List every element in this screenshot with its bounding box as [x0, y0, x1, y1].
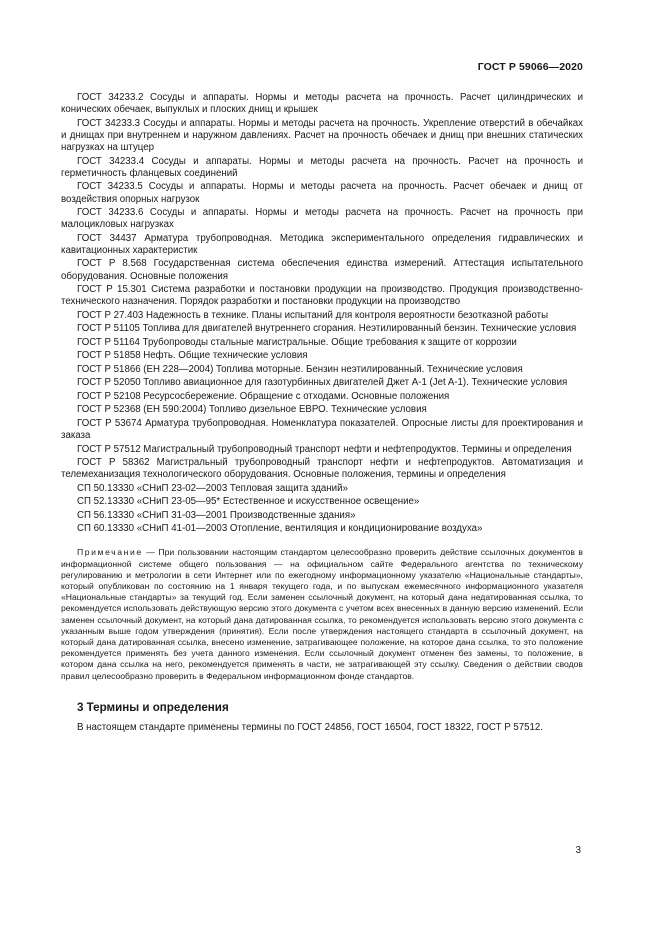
- reference-item: ГОСТ Р 57512 Магистральный трубопроводный транспорт нефти и нефтепродуктов. Термины и определения: [77, 443, 572, 455]
- reference-item: ГОСТ Р 58362 Магистральный трубопроводный транспорт нефти и нефтепродуктов. Автоматизация и телемеханизация технологического оборудования. Основные положения, термины и определения: [61, 457, 583, 481]
- note-text: — При пользовании настоящим стандартом целесообразно проверить действие ссылочных документов в информационной системе общего пользования — на официальном сайте Федерального агентства по техническому регулированию и метрологии в сети Интернет или по ежегодному информационному указателю «Национальные стандарты», который опубликован по состоянию на 1 января текущего года, и по выпускам ежемесячного информационного указателя «Национальные стандарты» за текущий год. Если заменен ссылочный документ, на который дана недатированная ссылка, то рекомендуется использовать действующую версию этого документа с учетом всех внесенных в данную версию изменений. Если заменен ссылочный документ, на который дана датированная ссылка, то рекомендуется использовать версию этого документа с указанным выше годом утверждения (принятия). Если после утверждения настоящего стандарта в ссылочный документ, на который дана датированная ссылка, внесено изменение, затрагивающее положение, на которое дана ссылка, то это положение рекомендуется применять без учета данного изменения. Если ссылочный документ отменен без замены, то положение, в котором дана ссылка на него, рекомендуется применять в части, не затрагивающей эту ссылку. Сведения о действии сводов правил целесообразно проверить в Федеральном информационном фонде стандартов.: [61, 547, 583, 681]
- reference-item: СП 60.13330 «СНиП 41-01—2003 Отопление, вентиляция и кондиционирование воздуха»: [77, 523, 483, 535]
- section-paragraph: В настоящем стандарте применены термины по ГОСТ 24856, ГОСТ 16504, ГОСТ 18322, ГОСТ Р 57512.: [77, 722, 543, 734]
- reference-item: ГОСТ Р 52050 Топливо авиационное для газотурбинных двигателей Джет А-1 (Jet A-1). Технические условия: [77, 377, 568, 389]
- reference-item: ГОСТ 34233.6 Сосуды и аппараты. Нормы и методы расчета на прочность. Расчет на прочность при малоцикловых нагрузках: [61, 207, 583, 231]
- reference-item: СП 52.13330 «СНиП 23-05—95* Естественное и искусственное освещение»: [77, 496, 420, 508]
- note-paragraph: [61, 547, 583, 681]
- reference-item: ГОСТ Р 52108 Ресурсосбережение. Обращение с отходами. Основные положения: [77, 390, 450, 402]
- reference-item: СП 50.13330 «СНиП 23-02—2003 Тепловая защита зданий»: [77, 482, 348, 494]
- reference-item: ГОСТ Р 27.403 Надежность в технике. Планы испытаний для контроля вероятности безотказной работы: [77, 309, 549, 321]
- reference-item: ГОСТ Р 51164 Трубопроводы стальные магистральные. Общие требования к защите от коррозии: [77, 336, 517, 348]
- reference-item: ГОСТ 34233.3 Сосуды и аппараты. Нормы и методы расчета на прочность. Укрепление отверстий в обечайках и днищах при внутреннем и наружном давлениях. Расчет на прочность обечаек и днищ при внешних статических нагрузках на штуцер: [61, 117, 583, 154]
- reference-list: [61, 92, 583, 535]
- reference-item: ГОСТ Р 51105 Топлива для двигателей внутреннего сгорания. Неэтилированный бензин. Технические условия: [77, 323, 577, 335]
- section-title: 3 Термины и определения: [77, 700, 229, 714]
- reference-item: ГОСТ Р 51866 (ЕН 228—2004) Топлива моторные. Бензин неэтилированный. Технические условия: [77, 363, 523, 375]
- standard-header: ГОСТ Р 59066—2020: [477, 61, 583, 73]
- reference-item: ГОСТ Р 51858 Нефть. Общие технические условия: [77, 350, 308, 362]
- reference-item: ГОСТ Р 53674 Арматура трубопроводная. Номенклатура показателей. Опросные листы для проектирования и заказа: [61, 417, 583, 442]
- reference-item: ГОСТ Р 8.568 Государственная система обеспечения единства измерений. Аттестация испытательного оборудования. Основные положения: [61, 258, 583, 282]
- reference-item: СП 56.13330 «СНиП 31-03—2001 Производственные здания»: [77, 509, 356, 521]
- note-label: Примечание: [77, 547, 143, 558]
- page-number: 3: [575, 845, 581, 856]
- reference-item: ГОСТ 34233.2 Сосуды и аппараты. Нормы и методы расчета на прочность. Расчет цилиндрических и конических обечаек, выпуклых и плоских днищ и крышек: [61, 92, 583, 116]
- reference-item: ГОСТ 34233.4 Сосуды и аппараты. Нормы и методы расчета на прочность. Расчет на прочность и герметичность фланцевых соединений: [61, 155, 583, 179]
- reference-item: ГОСТ 34233.5 Сосуды и аппараты. Нормы и методы расчета на прочность. Расчет обечаек и днищ от воздействия опорных нагрузок: [61, 181, 583, 205]
- reference-item: ГОСТ Р 15.301 Система разработки и постановки продукции на производство. Продукция производственно-технического назначения. Порядок разработки и постановки продукции на производство: [61, 284, 583, 308]
- reference-item: ГОСТ Р 52368 (ЕН 590:2004) Топливо дизельное ЕВРО. Технические условия: [77, 404, 427, 416]
- reference-item: ГОСТ 34437 Арматура трубопроводная. Методика экспериментального определения гидравлических и кавитационных характеристик: [61, 232, 583, 256]
- document-body: [61, 92, 583, 735]
